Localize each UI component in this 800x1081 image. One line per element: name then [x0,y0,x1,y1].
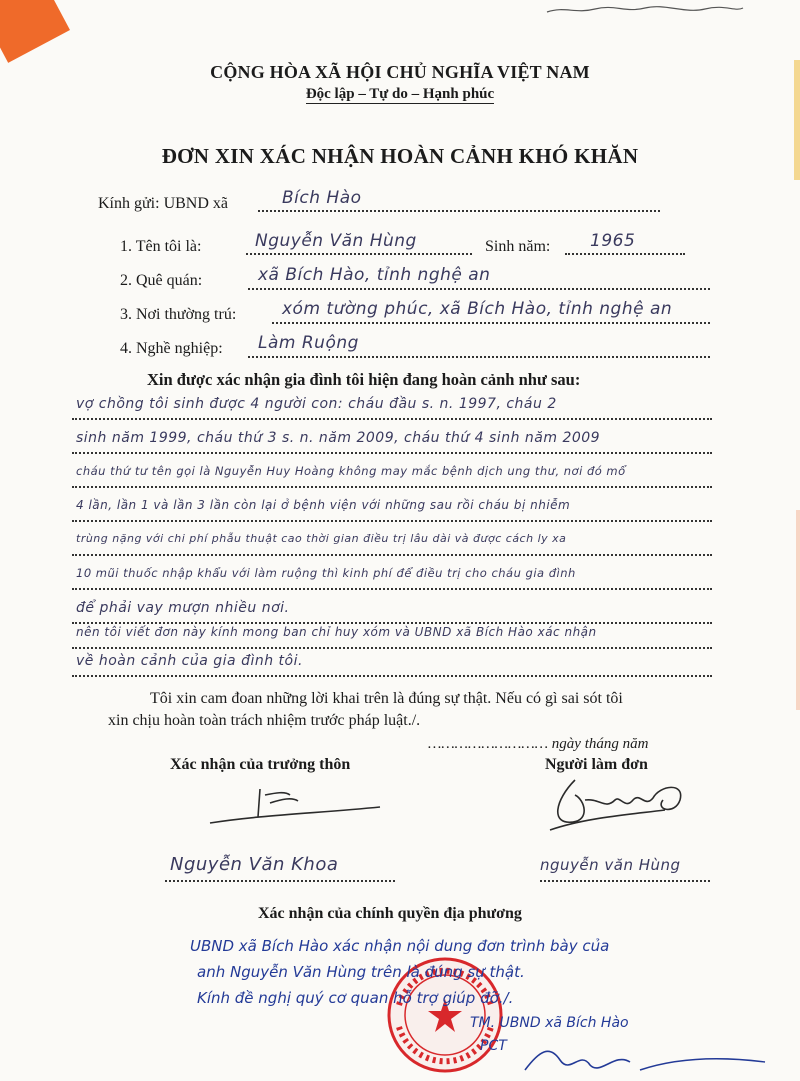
dotted-line [165,880,395,882]
dotted-line [258,210,660,212]
dotted-line [72,675,712,677]
dotted-line [72,554,712,556]
name-value: Nguyễn Văn Hùng [255,231,417,251]
commitment-line: xin chịu hoàn toàn trách nhiệm trước pháp luật./. [108,712,421,729]
applicant-title: Người làm đơn [545,756,648,773]
name-label: 1. Tên tôi là: [120,238,202,255]
situation-line: về hoàn cảnh của gia đình tôi. [76,653,303,669]
birth-value: 1965 [590,231,636,251]
situation-line: trùng nặng với chi phí phẫu thuật cao thời gian điều trị lâu dài và được cách ly xa [76,532,567,545]
situation-line: sinh năm 1999, cháu thứ 3 s. n. năm 2009, cháu thứ 4 sinh năm 2009 [76,430,601,446]
dotted-line [72,647,712,649]
situation-line: nên tôi viết đơn này kính mong ban chỉ huy xóm và UBND xã Bích Hào xác nhận [76,625,597,639]
top-scribble [545,4,745,16]
applicant-signature [545,770,695,835]
dotted-line [72,452,712,454]
situation-line: 4 lần, lần 1 và lần 3 lần còn lại ở bệnh viện với những sau rồi cháu bị nhiễm [76,498,571,512]
dotted-line [72,622,712,624]
dotted-line [72,520,712,522]
dotted-line [72,418,712,420]
village-head-name: Nguyễn Văn Khoa [170,854,339,875]
situation-heading: Xin được xác nhận gia đình tôi hiện đang hoàn cảnh như sau: [147,370,581,389]
village-head-signature [200,785,390,830]
situation-line: cháu thứ tư tên gọi là Nguyễn Huy Hoàng không may mắc bệnh dịch ung thư, nơi đó mổ [76,464,626,478]
dotted-line [248,288,710,290]
document-title: ĐƠN XIN XÁC NHẬN HOÀN CẢNH KHÓ KHĂN [161,144,639,168]
authority-line: anh Nguyễn Văn Hùng trên là đúng sự thật. [197,963,525,981]
applicant-name: nguyễn văn Hùng [540,856,681,874]
dotted-line [246,253,472,255]
situation-line: 10 mũi thuốc nhập khẩu với làm ruộng thì kinh phí để điều trị cho cháu gia đình [76,566,576,580]
situation-line: vợ chồng tôi sinh được 4 người con: cháu đầu s. n. 1997, cháu 2 [76,396,557,412]
recipient-value: Bích Hào [282,188,362,208]
dotted-line [72,486,712,488]
national-motto: Độc lập – Tự do – Hạnh phúc [305,86,495,102]
national-title: CỘNG HÒA XÃ HỘI CHỦ NGHĨA VIỆT NAM [210,62,590,82]
authority-signature [520,1040,770,1080]
hometown-label: 2. Quê quán: [120,272,203,289]
residence-value: xóm tường phúc, xã Bích Hào, tỉnh nghệ an [282,299,673,319]
job-value: Làm Ruộng [258,333,359,353]
birth-label: Sinh năm: [485,238,551,255]
local-authority-title: Xác nhận của chính quyền địa phương [258,905,522,922]
authority-line: Kính đề nghị quý cơ quan hỗ trợ giúp đỡ./. [197,989,514,1007]
job-label: 4. Nghề nghiệp: [120,340,223,357]
dotted-line [248,356,710,358]
dotted-line [272,322,710,324]
residence-label: 3. Nơi thường trú: [120,306,237,323]
dotted-line [72,588,712,590]
situation-line: để phải vay mượn nhiều nơi. [76,600,290,616]
torn-corner [0,0,70,63]
commitment-line: Tôi xin cam đoan những lời khai trên là đúng sự thật. Nếu có gì sai sót tôi [150,690,623,707]
recipient-label: Kính gửi: UBND xã [98,195,228,212]
dotted-line [540,880,710,882]
dotted-line [565,253,685,255]
hometown-value: xã Bích Hào, tỉnh nghệ an [258,265,491,285]
authority-line: PCT [480,1038,507,1054]
authority-line: UBND xã Bích Hào xác nhận nội dung đơn trình bày của [190,937,610,955]
date-line: ……………………… ngày tháng năm [428,736,649,752]
paper-edge-stain [796,510,800,710]
authority-line: TM. UBND xã Bích Hào [470,1015,629,1031]
village-head-title: Xác nhận của trưởng thôn [170,756,351,773]
